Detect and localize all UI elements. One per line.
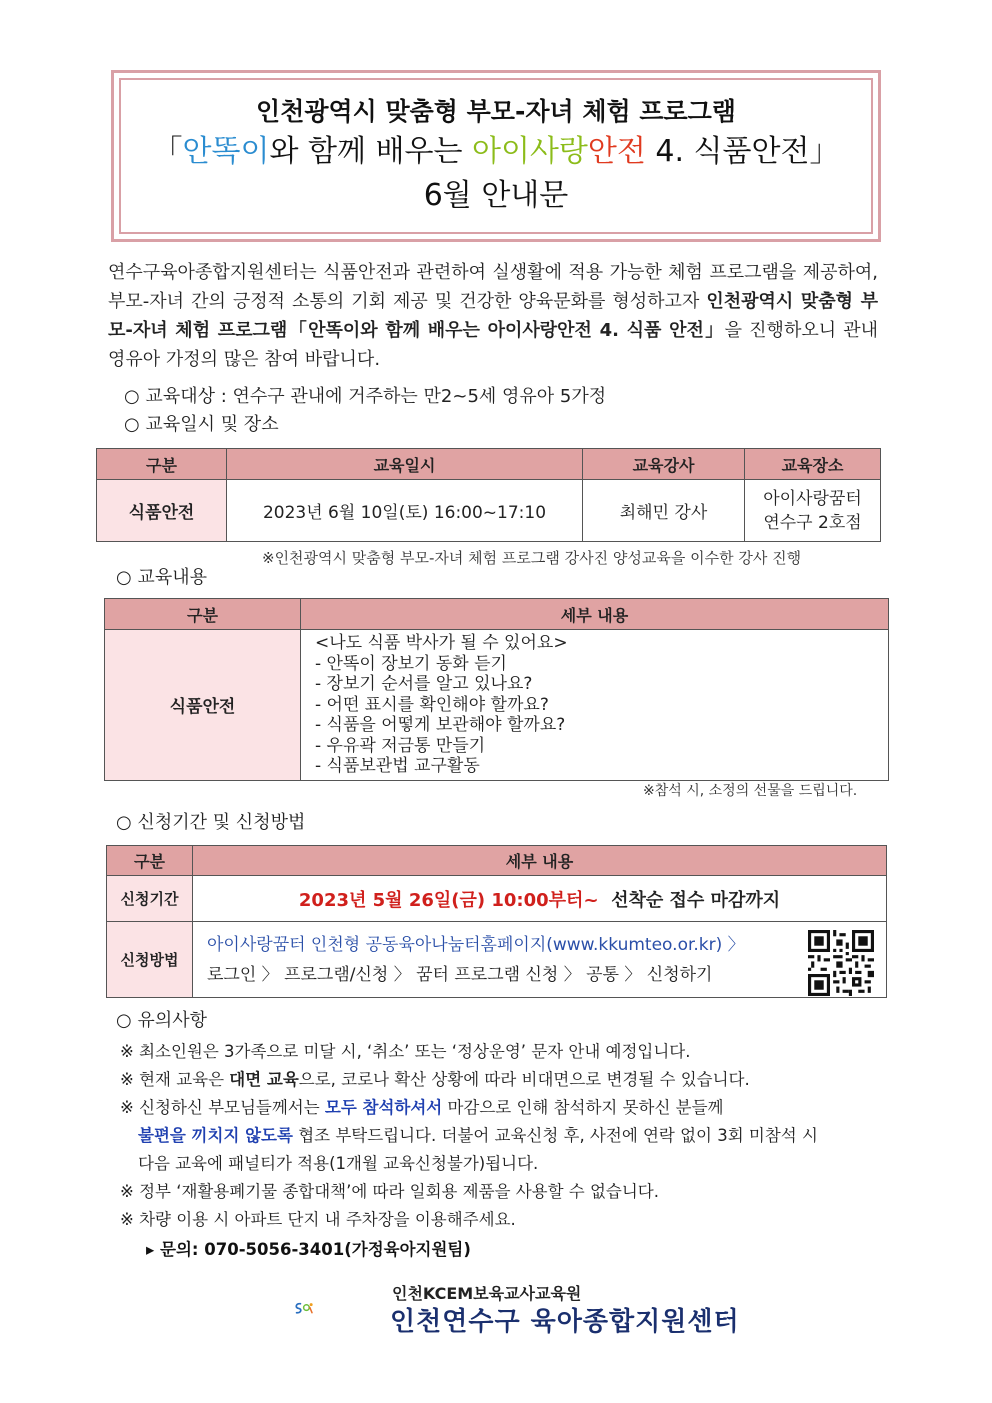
bullet-apply: ○ 신청기간 및 신청방법 [116,812,306,833]
apply-period-label: 신청기간 [107,876,193,922]
center-logo-icon [294,1278,384,1338]
schedule-note: ※인천광역시 맞춤형 부모-자녀 체험 프로그램 강사진 양성교육을 이수한 강사 진행 [262,549,802,567]
apply-method-value [193,922,887,998]
note-3 [120,1094,880,1122]
apply-table [106,845,887,998]
apply-method-link[interactable]: 아이사랑꿈터 인천형 공동육아나눔터홈페이지(www.kkumteo.or.kr) 〉 [207,934,745,955]
title-rest: 4. 식품안전」 [645,134,840,169]
content-header-category: 구분 [105,599,301,630]
title-bracket-open: 「 [152,134,183,169]
content-detail [301,630,889,781]
logo-title: 인천연수구 육아종합지원센터 [390,1307,740,1337]
bullet-notes: ○ 유의사항 [116,1010,207,1031]
title-line-2 [153,130,840,174]
title-inner-frame [119,78,873,234]
note-4: ※ 정부 ‘재활용폐기물 종합대책’에 따라 일회용 제품을 사용할 수 없습니다. [120,1182,659,1201]
apply-header-detail: 세부 내용 [193,846,887,876]
content-subtitle: <나도 식품 박사가 될 수 있어요> [315,633,568,653]
note-1: ※ 최소인원은 3가족으로 미달 시, ‘취소’ 또는 ‘정상운영’ 문자 안내 예정입니다. [120,1042,691,1061]
intro-part-2: 을 진행하오니 관내 영유아 가정의 많은 참여 바랍니다. [108,320,879,370]
schedule-place-line-1: 아이사랑꿈터 [763,488,862,509]
note-3-a: ※ 신청하신 부모님들께서는 [120,1098,325,1117]
apply-method-steps: 로그인 〉 프로그램/신청 〉 꿈터 프로그램 신청 〉 공통 〉 신청하기 [207,964,713,985]
title-line-1: 인천광역시 맞춤형 부모-자녀 체험 프로그램 [256,97,736,126]
title-mid: 와 함께 배우는 [269,134,472,169]
content-table [104,598,889,781]
schedule-table [96,448,881,542]
apply-period-row [107,876,887,922]
logo-subtitle: 인천KCEM보육교사교육원 [392,1284,582,1303]
content-header-row [105,599,889,630]
content-header-detail: 세부 내용 [301,599,889,630]
apply-period-deadline: 선착순 접수 마감까지 [611,889,781,911]
content-row [105,630,889,781]
content-list [301,630,888,780]
note-3-f: 다음 교육에 패널티가 적용(1개월 교육신청불가)됩니다. [138,1154,539,1173]
bullet-schedule: ○ 교육일시 및 장소 [124,414,279,435]
schedule-header-datetime: 교육일시 [227,449,583,480]
schedule-category: 식품안전 [97,480,227,542]
list-item: - 식품을 어떻게 보관해야 할까요? [315,715,566,735]
schedule-header-row [97,449,881,480]
schedule-place-line-2: 연수구 2호점 [763,512,862,533]
schedule-row [97,480,881,542]
list-item: - 장보기 순서를 알고 있나요? [315,674,533,694]
intro-paragraph [108,258,878,374]
schedule-instructor: 최해민 강사 [583,480,745,542]
apply-header-category: 구분 [107,846,193,876]
intro-program-name: 인천광역시 맞춤형 부모-자녀 체험 프로그램「안똑이와 함께 배우는 아이사랑안전 4. 식품 안전」 [108,291,878,341]
apply-method-row [107,922,887,998]
bullet-target: ○ 교육대상 : 연수구 관내에 거주하는 만2~5세 영유아 5가정 [124,386,607,407]
list-item: - 어떤 표시를 확인해야 할까요? [315,694,549,715]
schedule-header-category: 구분 [97,449,227,480]
qr-code-icon[interactable] [808,930,874,996]
apply-header-row [107,846,887,876]
title-aisarang: 아이사랑 [471,134,588,169]
note-2 [120,1066,880,1094]
note-2-a: ※ 현재 교육은 [120,1070,230,1089]
apply-period-value [193,876,887,922]
list-item: - 안똑이 장보기 동화 듣기 [315,653,507,674]
note-5: ※ 차량 이용 시 아파트 단지 내 주차장을 이용해주세요. [120,1210,516,1229]
bullet-content: ○ 교육내용 [116,567,207,588]
note-2-c: 으로, 코로나 확산 상황에 따라 비대면으로 변경될 수 있습니다. [298,1070,750,1089]
schedule-header-place: 교육장소 [745,449,881,480]
note-3-c: 마감으로 인해 참석하지 못하신 분들께 [442,1098,724,1117]
schedule-datetime: 2023년 6월 10일(토) 16:00~17:10 [227,480,583,542]
apply-method-text [193,924,886,996]
list-item: - 식품보관법 교구활동 [315,756,480,776]
list-item: - 우유곽 저금통 만들기 [315,735,486,756]
note-3-cont [120,1122,880,1150]
schedule-place [745,480,881,542]
content-category: 식품안전 [105,630,301,781]
title-box [111,70,881,242]
schedule-header-instructor: 교육강사 [583,449,745,480]
title-andoki: 안똑이 [182,134,270,169]
note-3-d: 불편을 끼치지 않도록 [138,1126,293,1145]
title-line-3: 6월 안내문 [423,178,569,213]
apply-period-date: 2023년 5월 26일(금) 10:00부터~ [298,889,599,911]
notes-section [120,1038,880,1234]
content-note: ※참석 시, 소정의 선물을 드립니다. [643,783,858,799]
note-3-b: 모두 참석하셔서 [324,1098,443,1117]
apply-method-label: 신청방법 [107,922,193,998]
contact-info: ▸ 문의: 070-5056-3401(가정육아지원팀) [146,1240,471,1259]
note-2-b: 대면 교육 [229,1070,299,1089]
note-3-e: 협조 부탁드립니다. 더불어 교육신청 후, 사전에 연락 없이 3회 미참석 시 [292,1126,818,1145]
intro-part-1: 연수구육아종합지원센터는 식품안전과 관련하여 실생활에 적용 가능한 체험 프로그램을 제공하여, 부모-자녀 간의 긍정적 소통의 기회 제공 및 건강한 양육문화를 형성하고자 [108,262,878,312]
title-anjeon: 안전 [587,134,646,169]
